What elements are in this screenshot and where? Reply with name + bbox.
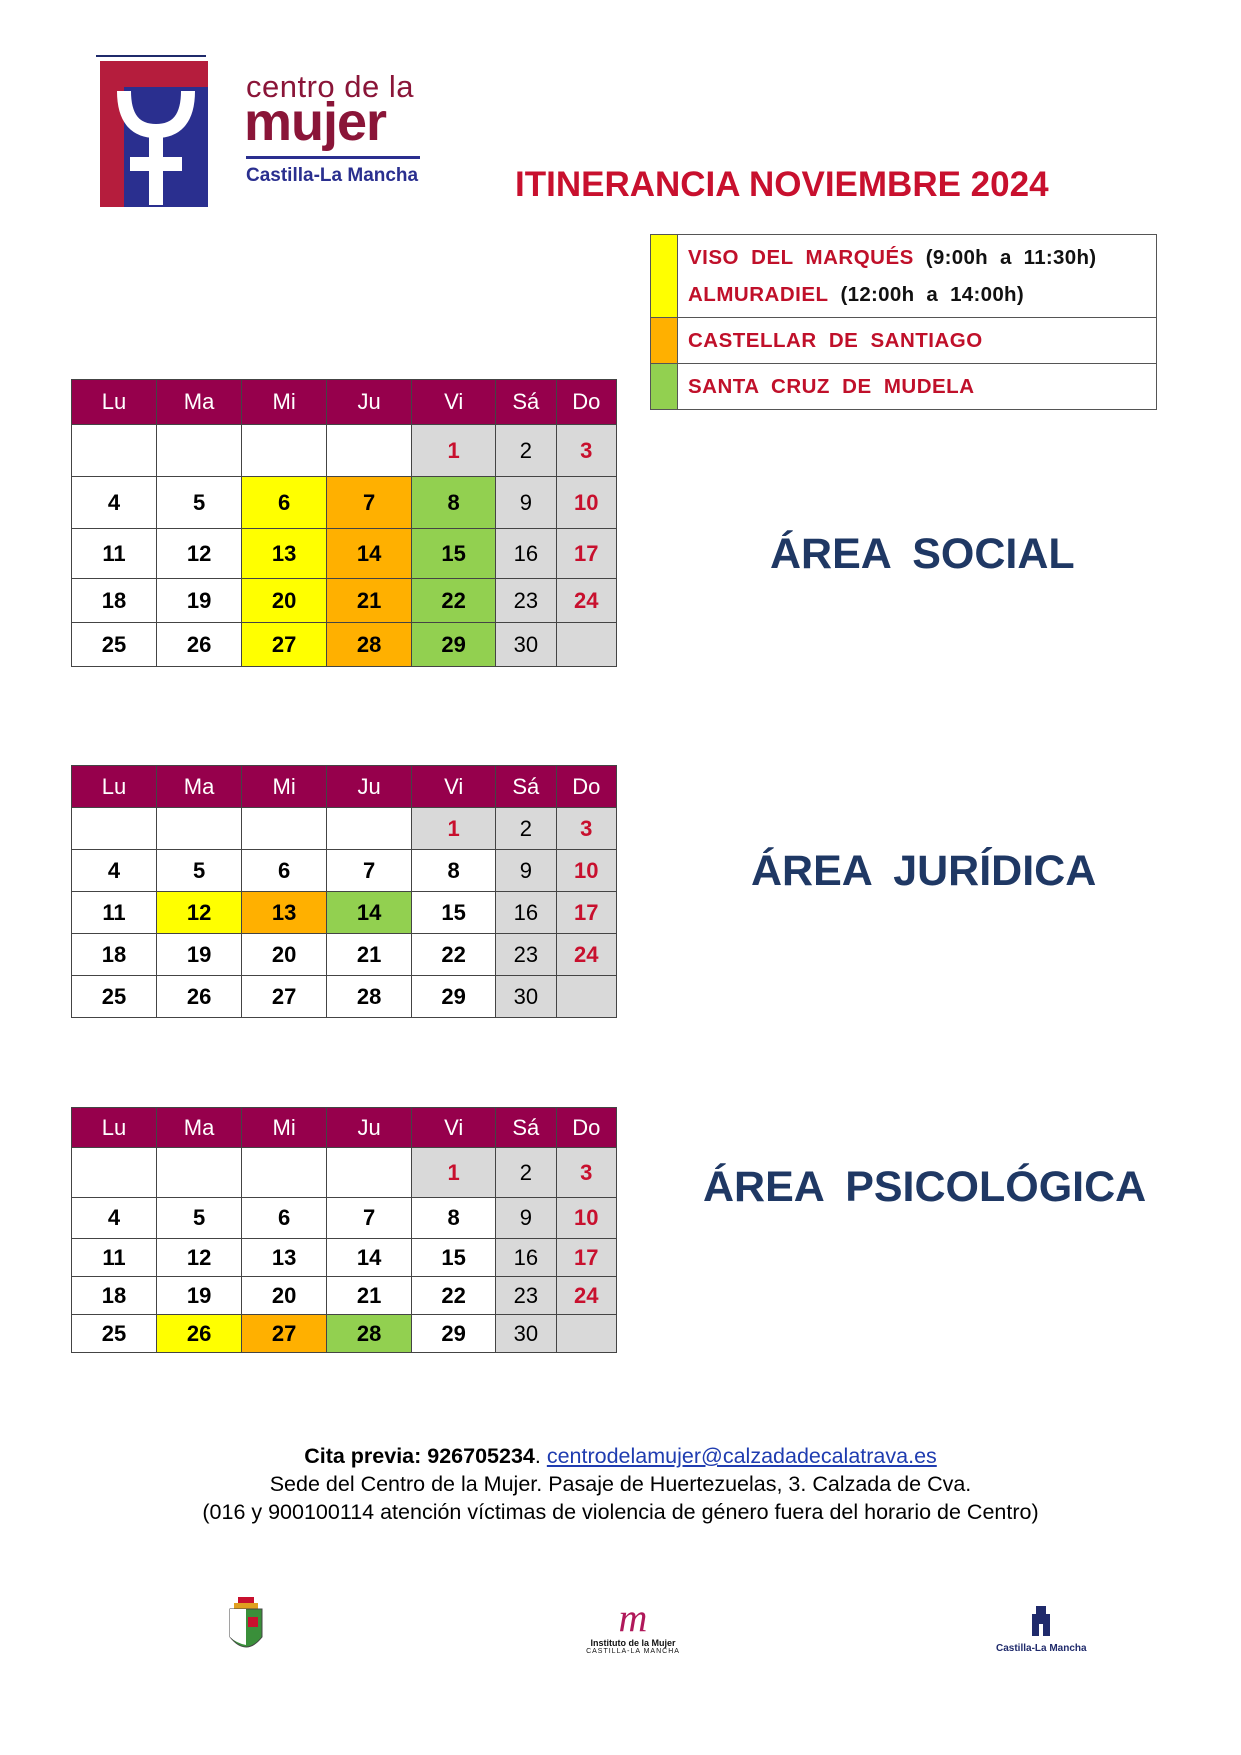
calendar-day-cell: 17	[556, 892, 616, 934]
calendar-day-cell: 15	[412, 1239, 496, 1277]
weekday-header: Sá	[496, 1108, 556, 1148]
weekday-header: Vi	[412, 766, 496, 808]
castilla-la-mancha-logo	[996, 1604, 1086, 1654]
calendar-week-row	[72, 579, 617, 623]
calendar-empty-cell	[157, 808, 242, 850]
calendar-day-cell: 20	[242, 579, 327, 623]
calendar-day-cell: 3	[556, 425, 616, 477]
weekday-header: Lu	[72, 766, 157, 808]
calendar-day-cell: 1	[412, 1148, 496, 1198]
logo-text-region: Castilla-La Mancha	[246, 165, 419, 186]
legend-place: VISO DEL MARQUÉS	[688, 246, 914, 269]
calendar-day-cell: 9	[496, 850, 556, 892]
calendar-day-cell: 27	[242, 623, 327, 667]
calendar-week-row	[72, 477, 617, 529]
weekday-header: Lu	[72, 380, 157, 425]
legend-color-swatch	[651, 318, 678, 363]
calendar-day-cell: 25	[72, 976, 157, 1018]
calendar-day-cell: 8	[412, 850, 496, 892]
email-link[interactable]: centrodelamujer@calzadadecalatrava.es	[546, 1444, 937, 1468]
instituto-name: Instituto de la Mujer	[590, 1638, 676, 1648]
calendar-day-cell: 20	[242, 934, 327, 976]
legend-place: ALMURADIEL	[688, 283, 829, 306]
weekday-header: Ma	[157, 380, 242, 425]
calendar-day-cell: 12	[157, 892, 242, 934]
calendar-day-cell: 15	[412, 529, 496, 579]
weekday-header: Do	[556, 380, 616, 425]
legend-row	[651, 363, 1156, 409]
calendar-day-cell: 4	[72, 850, 157, 892]
calendar-day-cell: 21	[327, 1277, 412, 1315]
calendar-day-cell: 9	[496, 1198, 556, 1239]
calendar-week-row	[72, 976, 617, 1018]
calendar-empty-cell	[72, 808, 157, 850]
calendar-day-cell: 23	[496, 579, 556, 623]
calendar-day-cell: 22	[412, 934, 496, 976]
footer-helpline: (016 y 900100114 atención víctimas de violencia de género fuera del horario de Centro)	[202, 1500, 1039, 1524]
logo-text-centro: centro de la	[246, 69, 414, 104]
calendar-day-cell: 28	[327, 1315, 412, 1353]
calendar-day-cell: 2	[496, 1148, 556, 1198]
area-psicologica-title: ÁREA PSICOLÓGICA	[703, 1163, 1147, 1211]
calendar-day-cell: 24	[556, 579, 616, 623]
calendar-day-cell: 5	[157, 477, 242, 529]
weekday-header: Ma	[157, 1108, 242, 1148]
calendar-empty-cell	[556, 976, 616, 1018]
footer-contact	[0, 1442, 1241, 1526]
calendar-day-cell: 28	[327, 623, 412, 667]
calendar-day-cell: 18	[72, 1277, 157, 1315]
calendar-day-cell: 2	[496, 808, 556, 850]
calendar-empty-cell	[157, 425, 242, 477]
calendar-day-cell: 10	[556, 850, 616, 892]
calendar-day-cell: 29	[412, 976, 496, 1018]
calendar-week-row	[72, 934, 617, 976]
calendar-day-cell: 26	[157, 623, 242, 667]
calendar-day-cell: 18	[72, 934, 157, 976]
legend-line	[688, 368, 1146, 405]
calendar-day-cell: 26	[157, 976, 242, 1018]
calendar-week-row	[72, 623, 617, 667]
calendar-day-cell: 12	[157, 1239, 242, 1277]
calendar-day-cell: 20	[242, 1277, 327, 1315]
calendar-week-row	[72, 850, 617, 892]
calendar-day-cell: 21	[327, 934, 412, 976]
weekday-header: Mi	[242, 380, 327, 425]
weekday-header: Do	[556, 766, 616, 808]
logo-rule	[246, 156, 420, 159]
calendar-empty-cell	[242, 808, 327, 850]
calendar-day-cell: 22	[412, 579, 496, 623]
weekday-header: Ma	[157, 766, 242, 808]
legend-hours: (9:00h a 11:30h)	[913, 246, 1097, 269]
calendar-week-row	[72, 808, 617, 850]
calendar-day-cell: 14	[327, 1239, 412, 1277]
calendar-week-row	[72, 425, 617, 477]
calendar-day-cell: 6	[242, 477, 327, 529]
footer-separator: .	[534, 1444, 547, 1468]
weekday-header: Ju	[327, 380, 412, 425]
cita-previa-text: Cita previa: 926705234	[304, 1444, 535, 1468]
calendar-day-cell: 25	[72, 623, 157, 667]
calendar-day-cell: 21	[327, 579, 412, 623]
weekday-header: Vi	[412, 1108, 496, 1148]
calendar-day-cell: 25	[72, 1315, 157, 1353]
calendar-area-psicologica	[71, 1107, 617, 1353]
calendar-day-cell: 23	[496, 1277, 556, 1315]
instituto-m-icon: m	[618, 1595, 648, 1640]
legend-place: SANTA CRUZ DE MUDELA	[688, 375, 975, 398]
calendar-day-cell: 16	[496, 1239, 556, 1277]
legend-place: CASTELLAR DE SANTIAGO	[688, 329, 983, 352]
calendar-day-cell: 10	[556, 1198, 616, 1239]
area-social-title: ÁREA SOCIAL	[770, 530, 1075, 578]
area-juridica-title: ÁREA JURÍDICA	[751, 847, 1097, 895]
logo-text-mujer: mujer	[244, 92, 387, 152]
calendar-day-cell: 5	[157, 1198, 242, 1239]
weekday-header: Do	[556, 1108, 616, 1148]
logo-top-bar	[96, 55, 206, 57]
legend-color-swatch	[651, 235, 678, 317]
calendar-day-cell: 27	[242, 976, 327, 1018]
calendar-area-social	[71, 379, 617, 667]
footer-address: Sede del Centro de la Mujer. Pasaje de Huertezuelas, 3. Calzada de Cva.	[269, 1472, 972, 1496]
castle-icon	[1028, 1604, 1054, 1638]
calendar-empty-cell	[242, 425, 327, 477]
calendar-week-row	[72, 1315, 617, 1353]
calendar-day-cell: 16	[496, 529, 556, 579]
calendar-day-cell: 7	[327, 850, 412, 892]
calendar-empty-cell	[327, 808, 412, 850]
centro-mujer-logo	[96, 55, 436, 210]
calendar-day-cell: 5	[157, 850, 242, 892]
calendar-week-row	[72, 1277, 617, 1315]
calendar-day-cell: 11	[72, 529, 157, 579]
calendar-day-cell: 13	[242, 892, 327, 934]
calendar-day-cell: 11	[72, 892, 157, 934]
calendar-week-row	[72, 1239, 617, 1277]
legend-row	[651, 317, 1156, 363]
calendar-day-cell: 13	[242, 1239, 327, 1277]
instituto-region: CASTILLA-LA MANCHA	[586, 1648, 680, 1655]
clm-label: Castilla-La Mancha	[996, 1643, 1087, 1654]
weekday-header: Mi	[242, 1108, 327, 1148]
calendar-day-cell: 7	[327, 477, 412, 529]
legend-line	[688, 322, 1146, 359]
legend-table	[650, 234, 1157, 410]
calendar-day-cell: 22	[412, 1277, 496, 1315]
calendar-week-row	[72, 529, 617, 579]
calendar-day-cell: 14	[327, 529, 412, 579]
calendar-day-cell: 24	[556, 934, 616, 976]
calendar-empty-cell	[556, 1315, 616, 1353]
weekday-header: Ju	[327, 766, 412, 808]
calendar-empty-cell	[242, 1148, 327, 1198]
calendar-day-cell: 12	[157, 529, 242, 579]
calendar-day-cell: 8	[412, 1198, 496, 1239]
town-coat-of-arms-icon	[226, 1597, 266, 1662]
legend-line	[688, 276, 1146, 313]
legend-hours: (12:00h a 14:00h)	[828, 283, 1024, 306]
calendar-day-cell: 4	[72, 477, 157, 529]
weekday-header: Lu	[72, 1108, 157, 1148]
calendar-day-cell: 27	[242, 1315, 327, 1353]
weekday-header: Ju	[327, 1108, 412, 1148]
instituto-mujer-logo	[578, 1595, 688, 1655]
calendar-week-row	[72, 892, 617, 934]
calendar-day-cell: 13	[242, 529, 327, 579]
calendar-day-cell: 2	[496, 425, 556, 477]
calendar-day-cell: 16	[496, 892, 556, 934]
legend-color-swatch	[651, 364, 678, 409]
calendar-day-cell: 6	[242, 1198, 327, 1239]
calendar-empty-cell	[157, 1148, 242, 1198]
calendar-day-cell: 15	[412, 892, 496, 934]
calendar-day-cell: 1	[412, 808, 496, 850]
weekday-header: Sá	[496, 766, 556, 808]
calendar-week-row	[72, 1148, 617, 1198]
calendar-day-cell: 26	[157, 1315, 242, 1353]
calendar-day-cell: 17	[556, 1239, 616, 1277]
calendar-day-cell: 19	[157, 1277, 242, 1315]
weekday-header: Mi	[242, 766, 327, 808]
venus-emblem-icon	[100, 61, 208, 207]
page-title: ITINERANCIA NOVIEMBRE 2024	[515, 165, 1049, 204]
calendar-empty-cell	[72, 425, 157, 477]
calendar-day-cell: 9	[496, 477, 556, 529]
weekday-header: Vi	[412, 380, 496, 425]
calendar-day-cell: 8	[412, 477, 496, 529]
calendar-day-cell: 10	[556, 477, 616, 529]
calendar-day-cell: 19	[157, 934, 242, 976]
calendar-day-cell: 30	[496, 976, 556, 1018]
calendar-day-cell: 29	[412, 1315, 496, 1353]
calendar-week-row	[72, 1198, 617, 1239]
calendar-day-cell: 6	[242, 850, 327, 892]
legend-line	[688, 239, 1146, 276]
calendar-day-cell: 3	[556, 1148, 616, 1198]
calendar-day-cell: 18	[72, 579, 157, 623]
calendar-day-cell: 4	[72, 1198, 157, 1239]
calendar-day-cell: 28	[327, 976, 412, 1018]
calendar-area-juridica	[71, 765, 617, 1018]
calendar-empty-cell	[327, 425, 412, 477]
calendar-day-cell: 7	[327, 1198, 412, 1239]
weekday-header: Sá	[496, 380, 556, 425]
calendar-day-cell: 30	[496, 623, 556, 667]
calendar-empty-cell	[72, 1148, 157, 1198]
calendar-day-cell: 29	[412, 623, 496, 667]
calendar-empty-cell	[327, 1148, 412, 1198]
calendar-day-cell: 11	[72, 1239, 157, 1277]
calendar-day-cell: 3	[556, 808, 616, 850]
calendar-day-cell: 23	[496, 934, 556, 976]
calendar-day-cell: 24	[556, 1277, 616, 1315]
calendar-empty-cell	[556, 623, 616, 667]
calendar-day-cell: 30	[496, 1315, 556, 1353]
legend-row	[651, 235, 1156, 317]
calendar-day-cell: 17	[556, 529, 616, 579]
calendar-day-cell: 19	[157, 579, 242, 623]
calendar-day-cell: 1	[412, 425, 496, 477]
calendar-day-cell: 14	[327, 892, 412, 934]
